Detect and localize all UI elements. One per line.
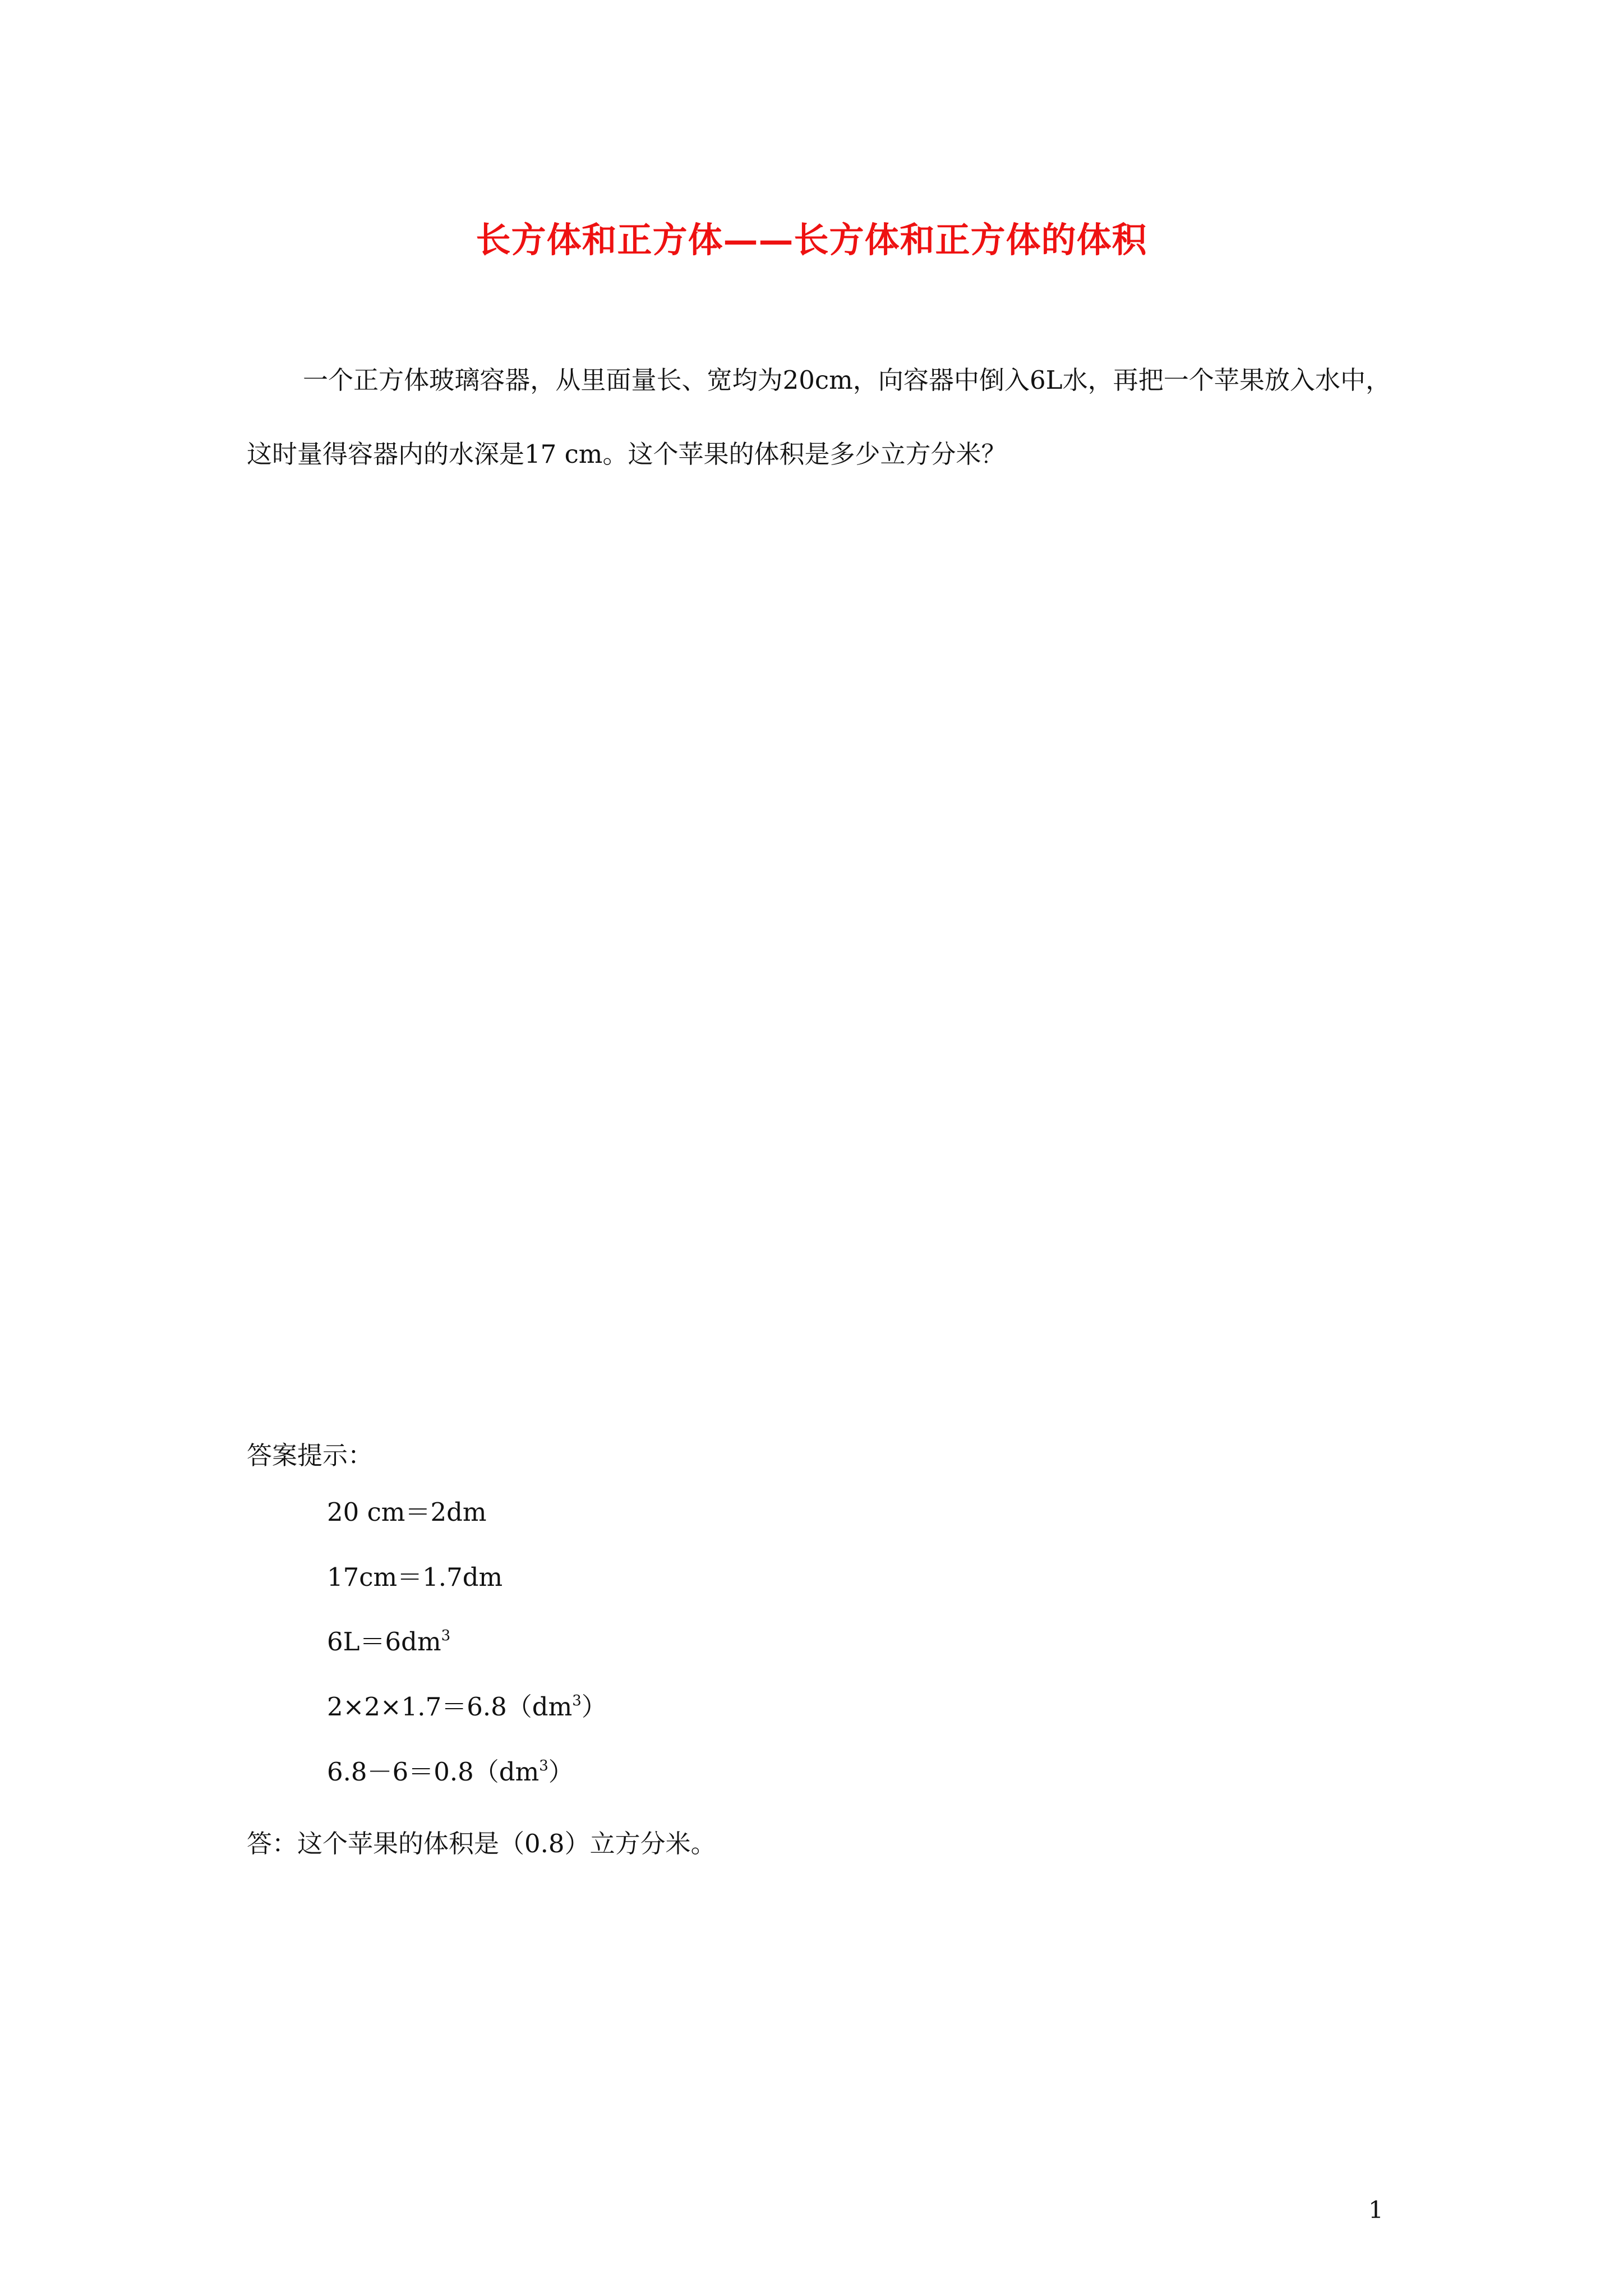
document-title: 长方体和正方体——长方体和正方体的体积 — [476, 219, 1147, 260]
solution-step-suffix: ） — [548, 1757, 574, 1787]
solution-step-text: 6.8－6＝0.8（dm — [327, 1757, 540, 1787]
solution-step-2 — [327, 1561, 502, 1594]
solution-step-3 — [327, 1625, 450, 1659]
solution-step-text: 20 cm＝2dm — [327, 1497, 487, 1527]
question-text: 一个正方体玻璃容器，从里面量长、宽均为20cm，向容器中倒入6L水，再把一个苹果放入水中，这时量得容器内的水深是17 cm。这个苹果的体积是多少立方分米？ — [247, 365, 1391, 469]
superscript-exponent: 3 — [572, 1692, 582, 1709]
solution-step-text: 2×2×1.7＝6.8（dm — [327, 1692, 573, 1722]
solution-step-text: 17cm＝1.7dm — [327, 1562, 503, 1592]
page-number: 1 — [1368, 2196, 1384, 2224]
solution-step-5 — [327, 1755, 574, 1789]
answer-hint-label: 答案提示： — [247, 1441, 374, 1470]
final-answer: 答：这个苹果的体积是（0.8）立方分米。 — [247, 1829, 716, 1858]
solution-step-1 — [327, 1496, 487, 1529]
superscript-exponent: 3 — [441, 1627, 451, 1644]
superscript-exponent: 3 — [539, 1757, 548, 1774]
solution-step-text: 6L＝6dm — [327, 1627, 441, 1657]
solution-step-suffix: ） — [581, 1692, 607, 1722]
solution-step-4 — [327, 1690, 607, 1724]
